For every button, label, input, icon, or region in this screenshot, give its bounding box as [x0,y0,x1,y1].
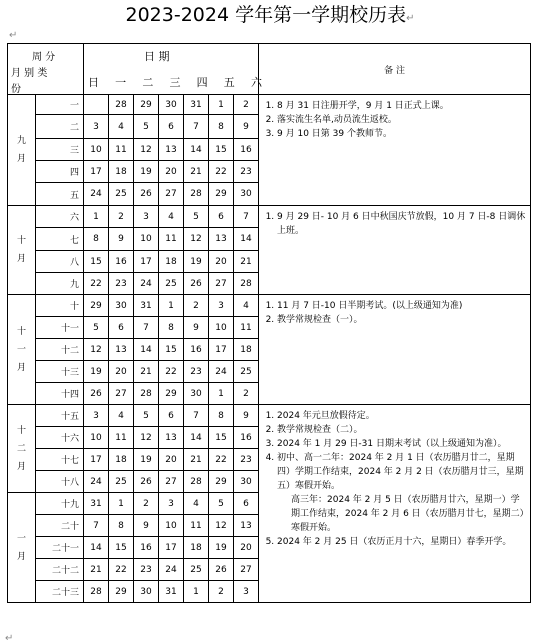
day-cell: 1 [159,295,184,317]
day-cell: 5 [84,317,109,339]
day-cell: 8 [109,515,134,537]
day-cell: 16 [134,537,159,559]
day-cell: 11 [184,515,209,537]
day-cell: 5 [184,206,209,228]
day-cell: 20 [234,537,259,559]
notes-cell [259,295,531,405]
day-cell: 6 [159,405,184,427]
day-cell: 31 [134,295,159,317]
notes-cell [259,95,531,206]
day-cell: 1 [109,493,134,515]
paragraph-mark: ↵ [5,633,14,644]
day-cell: 7 [84,515,109,537]
day-cell: 27 [209,273,234,295]
note-item: 3. 9 月 10 日第 39 个教师节。 [277,127,526,141]
day-cell: 21 [184,161,209,183]
day-cell: 12 [134,427,159,449]
week-number: 十一 [36,317,84,339]
day-cell: 2 [109,206,134,228]
day-cell: 22 [84,273,109,295]
week-number: 八 [36,251,84,273]
day-cell: 19 [184,251,209,273]
day-cell: 17 [84,449,109,471]
week-row [8,95,531,115]
day-cell: 12 [84,339,109,361]
week-number: 二 [36,115,84,139]
month-char: 二 [16,443,26,454]
month-cell [8,493,36,603]
note-item: 2. 教学常规检查（一）。 [277,313,526,327]
note-item: 5. 2024 年 2 月 25 日（农历正月十六，星期日）春季开学。 [277,535,526,549]
day-cell: 21 [184,449,209,471]
day-cell: 18 [234,339,259,361]
day-cell: 15 [159,339,184,361]
day-cell: 6 [234,493,259,515]
day-cell: 30 [234,183,259,206]
day-cell: 16 [234,139,259,161]
day-cell: 9 [134,515,159,537]
month-cell [8,295,36,405]
month-char: 一 [16,344,26,355]
day-cell: 9 [234,405,259,427]
day-cell: 18 [109,449,134,471]
weekday-labels [88,74,262,90]
week-number: 十 [36,295,84,317]
day-cell: 8 [84,228,109,251]
day-cell: 20 [159,161,184,183]
day-cell: 21 [134,361,159,383]
day-cell: 17 [134,251,159,273]
day-cell: 24 [84,183,109,206]
day-cell: 4 [184,493,209,515]
paragraph-mark: ↵ [9,30,18,41]
note-item: 2. 教学常规检查（二）。 [277,423,526,437]
day-cell: 4 [109,115,134,139]
note-continuation: 高三年：2024 年 2 月 5 日（农历腊月廿六，星期一）学期工作结束，2024 年 2 月 6 日（农历腊月廿七，星期二）寒假开始。 [291,495,525,533]
day-cell: 2 [134,493,159,515]
day-cell: 19 [209,537,234,559]
day-cell: 22 [209,449,234,471]
note-item: 4. 初中、高一二年：2024 年 2 月 1 日（农历腊月廿二，星期四）学期工作结束，2024 年 2 月 2 日（农历腊月廿三，星期五）寒假开始。 [277,451,526,493]
month-char: 月 [16,362,26,373]
week-row [8,405,531,427]
day-cell: 1 [209,95,234,115]
day-cell: 29 [109,581,134,603]
day-cell: 3 [134,206,159,228]
day-cell: 30 [109,295,134,317]
day-cell: 12 [134,139,159,161]
day-cell: 8 [209,405,234,427]
week-number: 十六 [36,427,84,449]
day-cell: 30 [134,581,159,603]
weekday-sat: 六 [250,76,262,89]
notes-header: 备 注 [259,44,531,95]
date-label: 日 期 [144,50,170,63]
day-cell: 27 [159,471,184,493]
week-number: 一 [36,95,84,115]
week-number: 十二 [36,339,84,361]
day-cell: 4 [159,206,184,228]
month-char: 十 [16,425,26,436]
day-cell: 19 [134,449,159,471]
day-cell: 31 [184,95,209,115]
day-cell: 25 [234,361,259,383]
month-char: 月 [16,254,26,264]
note-item: 1. 11 月 7 日-10 日半期考试。(以上级通知为准) [277,299,526,313]
corner-line-3: 份 [11,84,21,95]
day-cell: 14 [84,537,109,559]
week-number: 二十三 [36,581,84,603]
day-cell: 30 [184,383,209,405]
day-cell: 17 [209,339,234,361]
day-cell: 6 [209,206,234,228]
day-cell: 11 [159,228,184,251]
title-text: 2023-2024 学年第一学期校历表 [125,4,407,26]
note-item: 3. 2024 年 1 月 29 日-31 日期末考试（以上级通知为准）。 [277,437,526,451]
day-cell: 24 [84,471,109,493]
day-cell: 18 [109,161,134,183]
day-cell: 10 [209,317,234,339]
month-char: 九 [16,136,26,146]
day-cell: 3 [209,295,234,317]
month-cell [8,405,36,493]
calendar-table [7,43,531,603]
note-item: 1. 9 月 29 日- 10 月 6 日中秋国庆节放假，10 月 7 日-8 日调休上班。 [277,210,526,238]
month-char: 月 [16,154,26,164]
day-cell: 20 [209,251,234,273]
date-header [84,44,262,95]
week-number: 九 [36,273,84,295]
day-cell: 7 [134,317,159,339]
weekday-thu: 四 [196,76,208,89]
day-cell: 11 [109,139,134,161]
day-cell: 18 [184,537,209,559]
day-cell: 7 [184,405,209,427]
week-row [8,295,531,317]
corner-line-1: 周 分 [32,52,56,63]
day-cell: 13 [159,427,184,449]
note-item: 2. 落实流生名单,动员流生返校。 [277,113,526,127]
day-cell: 13 [109,339,134,361]
day-cell: 25 [109,471,134,493]
notes-list [263,210,526,238]
day-cell: 14 [134,339,159,361]
day-cell: 17 [159,537,184,559]
day-cell: 5 [134,405,159,427]
day-cell: 20 [159,449,184,471]
day-cell: 29 [209,183,234,206]
day-cell: 26 [184,273,209,295]
day-cell: 21 [234,251,259,273]
day-cell: 24 [209,361,234,383]
week-number: 二十二 [36,559,84,581]
day-cell: 14 [184,427,209,449]
weekday-mon: 一 [115,76,127,89]
day-cell: 28 [134,383,159,405]
day-cell: 16 [109,251,134,273]
week-number: 四 [36,161,84,183]
day-cell: 8 [209,115,234,139]
day-cell: 13 [234,515,259,537]
day-cell: 29 [159,383,184,405]
day-cell: 8 [159,317,184,339]
day-cell: 21 [84,559,109,581]
week-number: 七 [36,228,84,251]
day-cell: 23 [234,449,259,471]
month-char: 月 [16,551,26,562]
day-cell: 10 [134,228,159,251]
day-cell: 27 [234,559,259,581]
day-cell: 11 [109,427,134,449]
day-cell: 4 [109,405,134,427]
day-cell: 16 [234,427,259,449]
day-cell: 29 [134,95,159,115]
day-cell: 20 [109,361,134,383]
weekday-tue: 二 [142,76,154,89]
day-cell: 29 [209,471,234,493]
week-number: 五 [36,183,84,206]
day-cell: 5 [134,115,159,139]
day-cell: 23 [109,273,134,295]
week-number: 六 [36,206,84,228]
day-cell: 28 [84,581,109,603]
day-cell: 7 [184,115,209,139]
day-cell: 22 [109,559,134,581]
day-cell: 31 [84,493,109,515]
month-char: 月 [16,461,26,472]
day-cell: 10 [84,427,109,449]
week-number: 二十 [36,515,84,537]
day-cell: 3 [234,581,259,603]
day-cell: 25 [109,183,134,206]
weekday-sun: 日 [88,76,99,89]
day-cell: 19 [84,361,109,383]
day-cell: 26 [134,471,159,493]
day-cell: 15 [209,139,234,161]
day-cell: 12 [184,228,209,251]
day-cell: 2 [209,581,234,603]
day-cell: 6 [109,317,134,339]
month-cell [8,95,36,206]
week-number: 十四 [36,383,84,405]
day-cell: 13 [209,228,234,251]
day-cell: 9 [234,115,259,139]
day-cell: 11 [234,317,259,339]
day-cell: 10 [159,515,184,537]
month-char: 十 [16,326,26,337]
day-cell: 15 [209,427,234,449]
day-cell: 27 [159,183,184,206]
day-cell: 3 [84,405,109,427]
day-cell: 31 [159,581,184,603]
week-row [8,206,531,228]
day-cell: 9 [184,317,209,339]
notes-cell [259,405,531,603]
day-cell: 30 [159,95,184,115]
day-cell: 15 [109,537,134,559]
day-cell: 10 [84,139,109,161]
day-cell: 14 [234,228,259,251]
day-cell: 6 [159,115,184,139]
day-cell: 14 [184,139,209,161]
day-cell: 23 [184,361,209,383]
notes-cell [259,206,531,295]
notes-list [263,99,526,141]
day-cell: 28 [234,273,259,295]
day-cell: 28 [184,183,209,206]
day-cell: 3 [84,115,109,139]
day-cell: 5 [209,493,234,515]
day-cell: 22 [159,361,184,383]
note-item: 1. 8 月 31 日注册开学，9 月 1 日正式上课。 [277,99,526,113]
day-cell: 3 [159,493,184,515]
month-cell [8,206,36,295]
day-cell: 25 [184,559,209,581]
day-cell: 16 [184,339,209,361]
day-cell: 1 [84,206,109,228]
day-cell: 9 [109,228,134,251]
day-cell: 2 [184,295,209,317]
week-number: 十五 [36,405,84,427]
day-cell: 30 [234,471,259,493]
paragraph-mark: ↵ [406,13,415,24]
day-cell: 28 [184,471,209,493]
day-cell: 23 [234,161,259,183]
day-cell: 27 [109,383,134,405]
day-cell: 18 [159,251,184,273]
day-cell: 2 [234,383,259,405]
day-cell: 2 [234,95,259,115]
day-cell: 26 [134,183,159,206]
day-cell: 1 [209,383,234,405]
week-number: 二十一 [36,537,84,559]
month-char: 十 [16,236,26,246]
day-cell: 15 [84,251,109,273]
day-cell: 24 [134,273,159,295]
day-cell: 17 [84,161,109,183]
day-cell: 26 [209,559,234,581]
day-cell [84,95,109,115]
day-cell: 26 [84,383,109,405]
day-cell: 4 [234,295,259,317]
corner-header [8,44,84,95]
day-cell: 29 [84,295,109,317]
month-char: 一 [16,533,26,544]
day-cell: 7 [234,206,259,228]
day-cell: 1 [184,581,209,603]
corner-line-2: 月 别 类 [11,68,48,79]
day-cell: 12 [209,515,234,537]
day-cell: 24 [159,559,184,581]
day-cell: 19 [134,161,159,183]
week-number: 十七 [36,449,84,471]
week-number: 十三 [36,361,84,383]
week-number: 三 [36,139,84,161]
weekday-wed: 三 [169,76,181,89]
day-cell: 28 [109,95,134,115]
notes-list [263,409,526,549]
page-title [0,2,540,32]
day-cell: 13 [159,139,184,161]
day-cell: 22 [209,161,234,183]
note-item: 1. 2024 年元旦放假待定。 [277,409,526,423]
week-number: 十九 [36,493,84,515]
day-cell: 23 [134,559,159,581]
weekday-fri: 五 [223,76,235,89]
notes-list [263,299,526,327]
day-cell: 25 [159,273,184,295]
week-number: 十八 [36,471,84,493]
